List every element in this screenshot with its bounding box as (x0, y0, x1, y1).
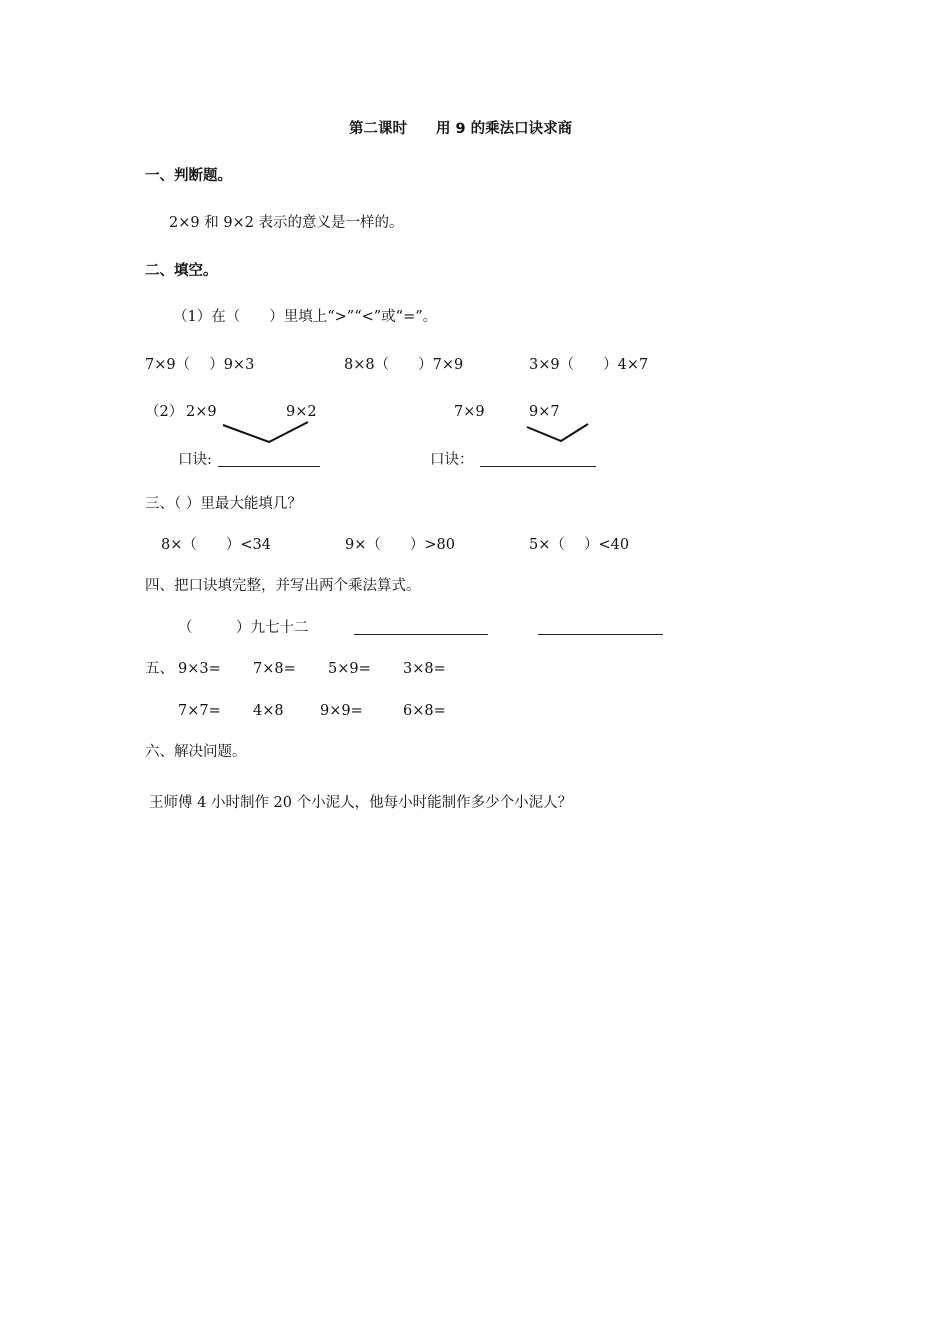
calc-r2-c2: 4×8 (253, 703, 284, 719)
pair-a-right: 9×2 (286, 404, 317, 420)
equation-answer-line-1[interactable] (354, 634, 488, 635)
section-1-heading: 一、判断题。 (145, 168, 232, 184)
section-5-heading: 五、 (145, 661, 174, 677)
koujue-answer-line-b[interactable] (480, 466, 596, 467)
calc-r2-c4: 6×8= (403, 703, 446, 719)
equation-answer-line-2[interactable] (538, 634, 663, 635)
fill-instruction: （1）在（ ）里填上“>”“<”或“=”。 (173, 309, 438, 325)
word-problem: 王师傅 4 小时制作 20 个小泥人，他每小时能制作多少个小泥人？ (149, 795, 573, 811)
compare-item-1: 7×9（ ）9×3 (145, 357, 255, 373)
page-title: 第二课时 用 9 的乘法口诀求商 (349, 121, 573, 137)
section-6-heading: 六、解决问题。 (145, 744, 247, 760)
calc-r1-c2: 7×8= (253, 661, 296, 677)
max-fill-item-3: 5×（ ）<40 (529, 537, 630, 553)
pair-b-left: 7×9 (454, 404, 485, 420)
compare-item-2: 8×8（ ）7×9 (344, 357, 464, 373)
part-2-label: （2） (145, 404, 184, 420)
calc-r1-c4: 3×8= (403, 661, 446, 677)
calc-r2-c1: 7×7= (178, 703, 221, 719)
pair-a-left: 2×9 (186, 404, 217, 420)
calc-r1-c3: 5×9= (328, 661, 371, 677)
koujue-answer-line-a[interactable] (218, 466, 320, 467)
section-4-heading: 四、把口诀填完整，并写出两个乘法算式。 (145, 578, 421, 594)
max-fill-item-2: 9×（ ）>80 (345, 537, 455, 553)
calc-r1-c1: 9×3= (178, 661, 221, 677)
calc-r2-c3: 9×9= (320, 703, 363, 719)
koujue-complete-item: （ ）九七十二 (178, 620, 309, 636)
section-3-heading: 三、（ ）里最大能填几？ (145, 496, 302, 512)
compare-item-3: 3×9（ ）4×7 (529, 357, 649, 373)
section-2-heading: 二、填空。 (145, 263, 218, 279)
max-fill-item-1: 8×（ ）<34 (161, 537, 271, 553)
koujue-label-a: 口诀: (178, 452, 212, 468)
koujue-label-b: 口诀： (430, 452, 474, 468)
true-false-question: 2×9 和 9×2 表示的意义是一样的。 (169, 215, 404, 231)
pair-b-right: 9×7 (529, 404, 560, 420)
